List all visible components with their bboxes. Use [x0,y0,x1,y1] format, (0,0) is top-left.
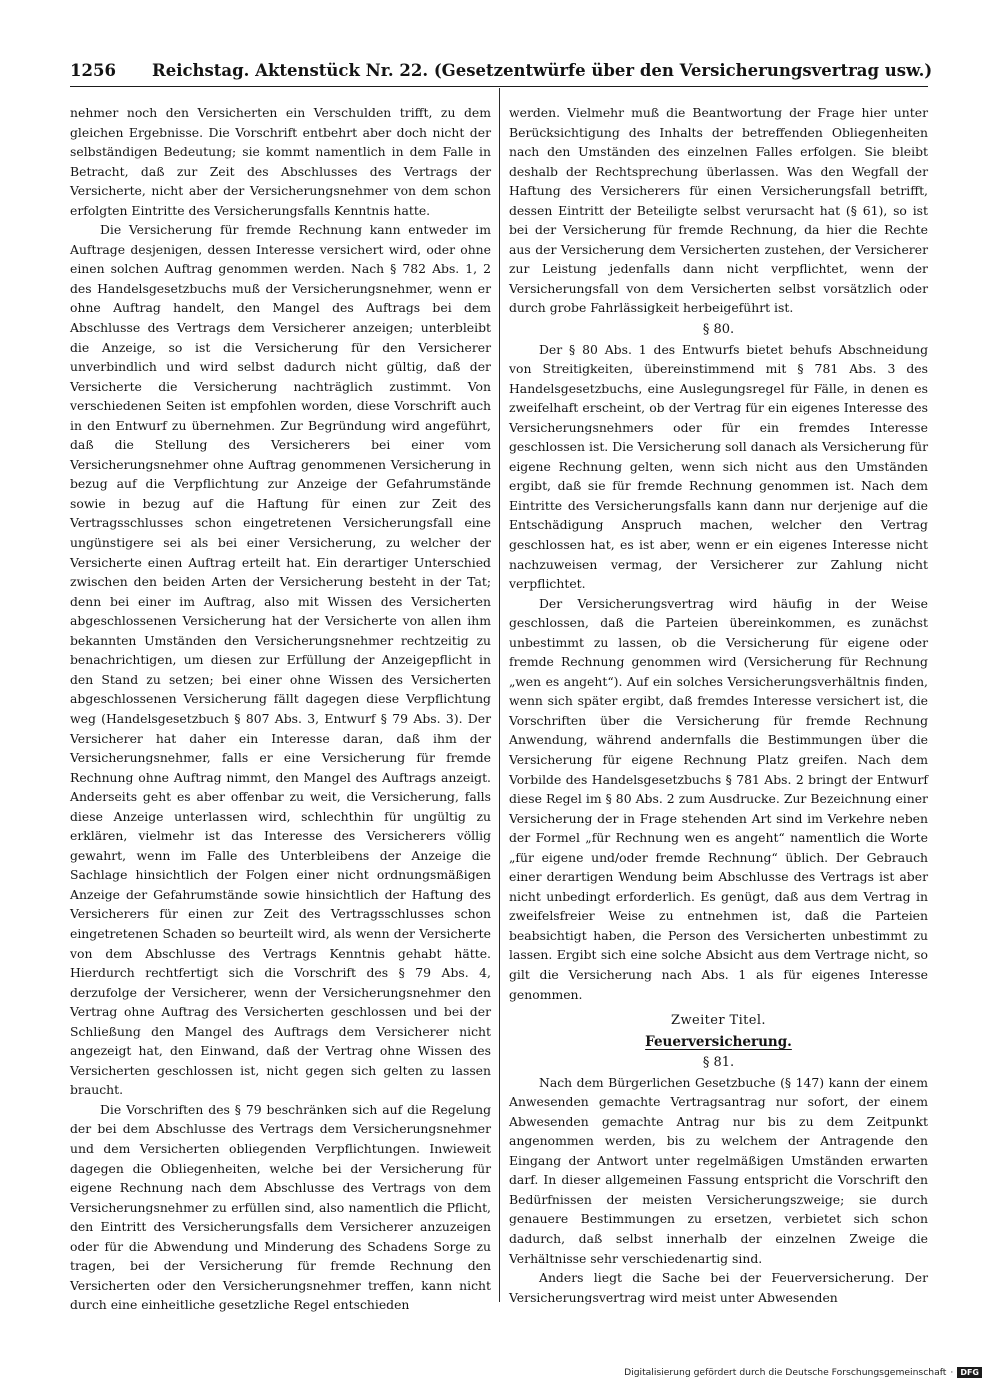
column-divider [499,88,500,1302]
paragraph: Der § 80 Abs. 1 des Entwurfs bietet behufs Abschneidung von Streitigkeiten, übereinstimmend mit § 781 Abs. 3 des Handelsgesetzbuchs, eine Auslegungsregel für Fälle, in denen es zweifelhaft erscheint, ob der Vertrag für ein eigenes Interesse des Versicherungsnehmers oder für ein fremdes Interesse geschlossen ist. Die Versicherung soll danach als Versicherung für eigene Rechnung gelten, wenn sich nicht aus den Umständen ergibt, daß sie für fremde Rechnung genommen ist. Nach dem Eintritte des Versicherungsfalls kann dann nur derjenige auf die Entschädigung Anspruch machen, welcher den Vertrag geschlossen hat, es ist aber, wenn er ein eigenes Interesse nicht nachzuweisen vermag, der Versicherer zur Zahlung nicht verpflichtet. [509,341,928,592]
header-rule [70,86,928,87]
paragraph: Nach dem Bürgerlichen Gesetzbuche (§ 147) kann der einem Anwesenden gemachte Vertragsantrag nur sofort, der einem Abwesenden gemachte Antrag nur bis zu dem Zeitpunkt angenommen werden, bis zu welchem der Antragende den Eingang der Antwort unter regelmäßigen Umständen erwarten darf. In dieser allgemeinen Fassung entspricht die Vorschrift den Bedürfnissen der meisten Versicherungszweige; sie durch genauere Bestimmungen zu ersetzen, verbietet sich schon dadurch, daß selbst innerhalb der einzelnen Zweige die Verhältnisse sehr verschiedenartig sind. [509,1074,928,1266]
paragraph: Die Versicherung für fremde Rechnung kann entweder im Auftrage desjenigen, dessen Interesse versichert wird, oder ohne einen solchen Auftrag genommen werden. Nach § 782 Abs. 1, 2 des Handelsgesetzbuchs muß der Versicherungsnehmer, wenn er ohne Auftrag handelt, den Mangel des Auftrags bei dem Abschlusse des Vertrags dem Versicherer anzeigen; unterbleibt die Anzeige, so ist die Versicherung für den Versicherer unverbindlich und wird selbst dadurch nicht gültig, daß der Versicherte die Versicherung nachträglich zustimmt. Von verschiedenen Seiten ist empfohlen worden, diese Vorschrift auch in den Entwurf zu übernehmen. Zur Begründung wird angeführt, daß die Stellung des Versicherers bei einer vom Versicherungsnehmer ohne Auftrag genommenen Versicherung in bezug auf die Verpflichtung zur Anzeige der Gefahrumstände sowie in bezug auf die Haftung für einen zur Zeit des Vertragsschlusses schon eingetretenen Versicherungsfall eine ungünstigere sei als bei einer Versicherung, zu welcher der Versicherte einen Auftrag erteilt hat. Ein derartiger Unterschied zwischen den beiden Arten der Versicherung besteht in der Tat; denn bei einer im Auftrag, also mit Wissen des Versicherten abgeschlossenen Versicherung hat der Versicherte von allen ihm bekannten Umständen den Versicherungsnehmer rechtzeitig zu benachrichtigen, um diesen zur Erfüllung der Anzeigepflicht in den Stand zu setzen; bei einer ohne Wissen des Versicherten abgeschlossenen Versicherung fällt dagegen diese Verpflichtung weg (Handelsgesetzbuch § 807 Abs. 3, Entwurf § 79 Abs. 3). Der Versicherer hat daher ein Interesse daran, daß ihm der Versicherungsnehmer, falls er eine Versicherung für fremde Rechnung ohne Auftrag nimmt, den Mangel des Auftrags anzeigt. Anderseits geht es aber offenbar zu weit, die Versicherung, falls diese Anzeige unterlassen wird, schlechthin für ungültig zu erklären, vielmehr ist das Interesse des Versicherers völlig gewahrt, wenn im Falle des Unterbleibens der Anzeige die Sachlage hinsichtlich der Folgen einer nicht ordnungsmäßigen Anzeige der Gefahrumstände sowie hinsichtlich der Haftung des Versicherers für einen zur Zeit des Vertragsschlusses schon eingetretenen Schaden so beurteilt wird, als wenn der Versicherte von dem Abschlusse des Vertrags Kenntnis gehabt hätte. Hierdurch rechtfertigt sich die Vorschrift des § 79 Abs. 4, derzufolge der Versicherer, wenn der Versicherungsnehmer den Vertrag ohne Auftrag des Versicherten geschlossen und bei der Schließung den Mangel des Auftrags dem Versicherer nicht angezeigt hat, den Einwand, daß der Vertrag ohne Wissen des Versicherten geschlossen ist, nicht gegen sich gelten zu lassen braucht. [70,222,491,1098]
credit-text: Digitalisierung gefördert durch die Deutsche Forschungsgemeinschaft [624,1366,947,1378]
paragraph: Der Versicherungsvertrag wird häufig in der Weise geschlossen, daß die Parteien übereinkommen, es zunächst unbestimmt zu lassen, ob die Versicherung für eigene oder fremde Rechnung genommen wird (Versicherung für Rechnung „wen es angeht“). Auf ein solches Versicherungsverhältnis finden, wenn sich später ergibt, daß fremdes Interesse versichert ist, die Vorschriften über die Versicherung für fremde Rechnung Anwendung, während andernfalls die Bestimmungen über die Versicherung für eigene Rechnung Platz greifen. Nach dem Vorbilde des Handelsgesetzbuchs § 781 Abs. 2 bringt der Entwurf diese Regel im § 80 Abs. 2 zum Ausdrucke. Zur Bezeichnung einer Versicherung der in Frage stehenden Art sind im Verkehre neben der Formel „für Rechnung wen es angeht“ namentlich die Worte „für eigene und/oder fremde Rechnung“ üblich. Der Gebrauch einer derartigen Wendung beim Abschlusse des Vertrags ist aber nicht unbedingt erforderlich. Es genügt, daß aus dem Vertrag in zweifelsfreier Weise zu entnehmen ist, daß die Parteien beabsichtigt haben, die Person des Versicherten unbestimmt zu lassen. Ergibt sich eine solche Absicht aus dem Vertrage nicht, so gilt die Versicherung nach Abs. 1 als für eigenes Interesse genommen. [509,595,928,1002]
paragraph: Die Vorschriften des § 79 beschränken sich auf die Regelung der bei dem Abschlusse des Vertrags dem Versicherungsnehmer und dem Versicherten obliegenden Verpflichtungen. Inwieweit dagegen die Obliegenheiten, welche bei der Versicherung für eigene Rechnung nach dem Abschlusse des Vertrags von dem Versicherungsnehmer zu erfüllen sind, also namentlich die Pflicht, den Eintritt des Versicherungsfalls dem Versicherer anzuzeigen oder für die Abwendung und Minderung des Schadens Sorge zu tragen, bei der Versicherung für fremde Rechnung den Versicherten oder den Versicherungsnehmer treffen, kann nicht durch eine einheitliche gesetzliche Regel entschieden [70,1101,491,1313]
title-subheading: Feuerversicherung. [645,1034,792,1051]
section-heading-80: § 80. [702,322,735,338]
title-heading: Zweiter Titel. [671,1013,766,1029]
section-heading-81: § 81. [702,1055,735,1071]
running-title: Reichstag. Aktenstück Nr. 22. (Gesetzentwürfe über den Versicherungsvertrag usw.) [152,61,933,80]
left-column [70,103,491,1315]
separator-dot: · [950,1366,954,1378]
page-number: 1256 [70,61,116,80]
paragraph: Anders liegt die Sache bei der Feuerversicherung. Der Versicherungsvertrag wird meist unter Abwesenden [509,1270,928,1305]
right-column [509,103,928,1307]
dfg-logo: DFG [957,1367,982,1378]
paragraph: werden. Vielmehr muß die Beantwortung der Frage hier unter Berücksichtigung des Inhalts der betreffenden Obliegenheiten nach den Umständen des einzelnen Falles erfolgen. Sie bleibt deshalb der Rechtsprechung überlassen. Was den Wegfall der Haftung des Versicherers für einen Versicherungsfall betrifft, dessen Eintritt der Beteiligte selbst verursacht hat (§ 61), so ist bei der Versicherung für fremde Rechnung, da hier die Rechte aus der Versicherung dem Versicherten zustehen, der Versicherer zur Leistung jedenfalls dann nicht verpflichtet, wenn der Versicherungsfall von dem Versicherten selbst vorsätzlich oder durch grobe Fahrlässigkeit herbeigeführt ist. [509,105,928,316]
paragraph: nehmer noch den Versicherten ein Verschulden trifft, zu dem gleichen Ergebnisse. Die Vorschrift entbehrt aber doch nicht der selbständigen Bedeutung; sie kommt namentlich in dem Falle in Betracht, daß zur Zeit des Abschlusses des Vertrags der Versicherte, nicht aber der Versicherungsnehmer von dem schon erfolgten Eintritte des Versicherungsfalls Kenntnis hatte. [70,105,491,218]
digitization-credit [624,1366,982,1378]
page-header [70,61,933,89]
